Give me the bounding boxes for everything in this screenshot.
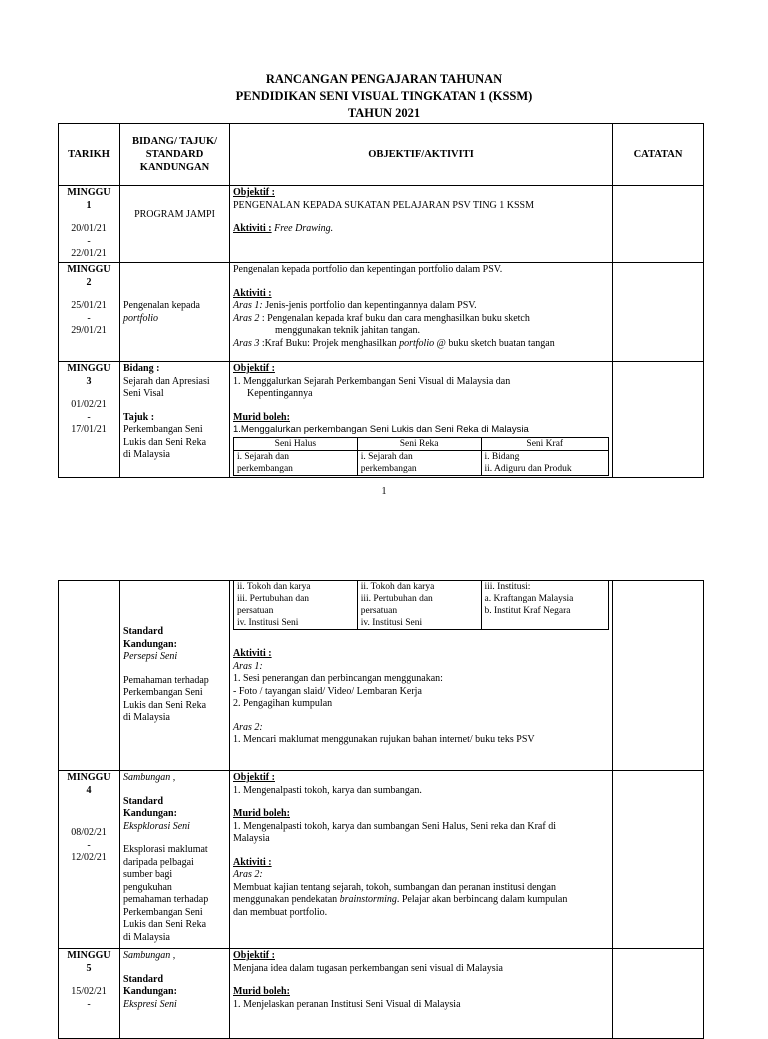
tarikh-cell [59,581,120,771]
plan-table-page-2 [58,580,704,1039]
aras-label: Aras 1: [233,660,263,672]
bidang-text-italic: portfolio [123,312,159,324]
date-dash: - [87,411,91,423]
aras-3-line [233,338,609,351]
standard-kandungan-text: pemahaman terhadap [123,894,209,905]
subtable-text: iv. Institusi Seni [237,618,299,628]
subtable-text: iii. Institusi: [484,582,531,592]
murid-text: 1. Mengenalpasti tokoh, karya dan sumbangan Seni Halus, Seni reka dan Kraf di [233,820,556,832]
standard-kandungan-text: pengukuhan [123,881,172,893]
doc-title-line-1: RANCANGAN PENGAJARAN TAHUNAN [265,72,503,86]
aktiviti-heading: Aktiviti : [233,648,272,659]
standard-kandungan-text: daripada pelbagai [123,856,194,868]
week-number: 2 [86,276,92,288]
murid-text: 1. Menjelaskan peranan Institusi Seni Visual di Malaysia [233,998,461,1010]
objektif-cell [230,949,613,1039]
aras-1-line [233,300,609,313]
standard-kandungan-title: Ekspresi Seni [123,998,177,1010]
week-label: MINGGU [67,187,111,198]
date-dash: - [87,312,91,324]
bidang-text: Seni Visal [123,388,164,399]
date-dash: - [87,839,91,851]
subtable-cell [357,450,481,475]
subtable-text: ii. Adiguru dan Produk [484,463,572,474]
standard-kandungan-heading: Standard [123,626,164,637]
aktiviti-text: menggunakan pendekatan [233,894,340,905]
aras-text: : Pengenalan kepada kraf buku dan cara menghasilkan buku sketch [259,312,530,324]
date-start: 25/01/21 [71,300,107,311]
date-end: 17/01/21 [71,424,107,435]
aras-label: Aras 2: [233,869,263,880]
seni-subtable-continued [233,581,609,631]
murid-text-cont: Malaysia [233,833,270,844]
tajuk-text: di Malaysia [123,449,170,460]
aktiviti-text: 1. Mencari maklumat menggunakan rujukan bahan internet/ buku teks PSV [233,734,535,745]
murid-text: 1.Menggalurkan perkembangan Seni Lukis dan Seni Reka di Malaysia [233,424,529,435]
standard-kandungan-text: Pemahaman terhadap [123,674,209,686]
subtable-header-seni-reka: Seni Reka [357,437,481,450]
subtable-text: perkembangan [360,463,417,474]
week-row-4 [59,771,704,949]
tarikh-cell [59,186,120,263]
aktiviti-text: Membuat kajian tentang sejarah, tokoh, sumbangan dan peranan institusi dengan [233,881,556,893]
subtable-text: i. Sejarah dan [237,451,289,462]
subtable-text: iii. Pertubuhan dan [360,594,433,604]
col-header-tarikh: TARIKH [59,124,120,186]
col-header-bidang-line: KANDUNGAN [139,162,210,173]
standard-kandungan-text: sumber bagi [123,869,173,880]
week-row-2 [59,263,704,362]
objektif-heading: Objektif : [233,772,275,783]
sambungan-label: Sambungan , [123,950,176,961]
objektif-cell [230,771,613,949]
catatan-cell [613,949,704,1039]
aras-text-italic: portfolio [399,337,435,349]
subtable-text: persatuan [360,606,398,616]
date-start: 15/02/21 [71,986,107,997]
subtable-header-seni-kraf: Seni Kraf [481,437,609,450]
aktiviti-text: dan membuat portfolio. [233,906,328,918]
aktiviti-heading: Aktiviti : [233,287,272,299]
objektif-text: 1. Menggalurkan Sejarah Perkembangan Seni Visual di Malaysia dan [233,375,511,387]
bidang-heading: Bidang : [123,363,160,374]
aras-label: Aras 1: [233,300,263,311]
intro-text: Pengenalan kepada portfolio dan kepentingan portfolio dalam PSV. [233,264,503,275]
catatan-cell [613,581,704,771]
table-header-row [59,124,704,186]
subtable-cell [481,581,609,630]
catatan-cell [613,362,704,478]
tajuk-heading: Tajuk : [123,411,155,423]
standard-kandungan-title: Ekspklorasi Seni [123,820,190,832]
objektif-heading: Objektif : [233,363,275,374]
subtable-row [234,581,609,630]
aktiviti-heading: Aktiviti : [233,856,272,868]
tarikh-cell [59,949,120,1039]
standard-kandungan-heading: Standard [123,795,164,807]
bidang-cell [120,263,230,362]
week-label: MINGGU [67,363,111,374]
murid-heading: Murid boleh: [233,808,290,819]
date-start: 01/02/21 [71,399,107,410]
standard-kandungan-text: Eksplorasi maklumat [123,844,208,855]
aktiviti-text-line [233,894,609,907]
standard-kandungan-text: Perkembangan Seni [123,906,203,918]
standard-kandungan-text: di Malaysia [123,712,170,723]
aras-label: Aras 3 [233,337,260,349]
subtable-cell [357,581,481,630]
subtable-text: b. Institut Kraf Negara [484,606,571,616]
standard-kandungan-heading: Standard [123,973,164,985]
date-end: 12/02/21 [71,852,107,863]
standard-kandungan-text: Perkembangan Seni [123,687,203,698]
objektif-cell [230,581,613,771]
aktiviti-text-italic: brainstorming [339,894,397,905]
standard-kandungan-text: Lukis dan Seni Reka [123,699,207,711]
standard-kandungan-text: di Malaysia [123,931,170,943]
bidang-text: Sejarah dan Apresiasi [123,375,210,387]
bidang-cell [120,186,230,263]
subtable-text: iii. Pertubuhan dan [237,594,310,604]
program-name: PROGRAM JAMPI [134,209,215,220]
subtable-text: i. Bidang [484,451,520,462]
date-end: 22/01/21 [71,248,107,259]
subtable-header-seni-halus: Seni Halus [234,437,358,450]
date-dash: - [87,998,91,1010]
week-number: 3 [86,375,92,387]
subtable-text: ii. Tokoh dan karya [237,582,311,592]
subtable-cell [234,581,358,630]
date-start: 20/01/21 [71,223,107,234]
doc-title-line-3: TAHUN 2021 [347,106,421,120]
sambungan-label: Sambungan , [123,772,176,783]
col-header-bidang [120,124,230,186]
week-number: 4 [86,784,92,796]
subtable-text: a. Kraftangan Malaysia [484,594,574,604]
subtable-row [234,450,609,475]
objektif-cell [230,186,613,263]
objektif-heading: Objektif : [233,187,275,198]
subtable-text: persatuan [237,606,274,616]
col-header-bidang-line: BIDANG/ TAJUK/ [131,136,218,147]
week-label: MINGGU [67,264,111,275]
col-header-catatan: CATATAN [613,124,704,186]
bidang-cell [120,949,230,1039]
subtable-text: ii. Tokoh dan karya [360,582,435,592]
date-dash: - [87,235,91,247]
aras-label: Aras 2 [233,312,260,324]
week-row-1 [59,186,704,263]
subtable-cell [234,450,358,475]
objektif-text: Menjana idea dalam tugasan perkembangan seni visual di Malaysia [233,962,503,974]
murid-heading: Murid boleh: [233,411,290,423]
aras-label: Aras 2: [233,721,263,733]
plan-table-page-1 [58,123,704,478]
aras-text: @ buku sketch buatan tangan [434,337,555,349]
objektif-text: PENGENALAN KEPADA SUKATAN PELAJARAN PSV TING 1 KSSM [233,199,535,211]
week-label: MINGGU [67,772,111,783]
standard-kandungan-text: Lukis dan Seni Reka [123,919,207,930]
week-number: 1 [86,199,92,211]
tarikh-cell [59,771,120,949]
bidang-cell [120,581,230,771]
tajuk-text: Perkembangan Seni [123,424,203,435]
bidang-cell [120,362,230,478]
aktiviti-text: Free Drawing. [274,223,334,234]
col-header-bidang-line: STANDARD [145,149,204,160]
aktiviti-line [233,223,609,236]
objektif-cell [230,263,613,362]
seni-subtable [233,437,609,476]
week-row-3 [59,362,704,478]
col-header-objektif: OBJEKTIF/AKTIVITI [230,124,613,186]
standard-kandungan-heading: Kandungan: [123,638,177,650]
aktiviti-heading: Aktiviti : [233,223,272,234]
tarikh-cell [59,362,120,478]
standard-kandungan-heading: Kandungan: [123,808,177,819]
objektif-cell [230,362,613,478]
aktiviti-text: . Pelajar akan berbincang dalam kumpulan [396,894,568,905]
aras-text: :Kraf Buku: Projek menghasilkan [259,337,400,349]
aras-text-cont: menggunakan teknik jahitan tangan. [275,325,420,336]
aras-2-line [233,313,609,326]
subtable-text: iv. Institusi Seni [360,618,423,628]
tarikh-cell [59,263,120,362]
aktiviti-text: - Foto / tayangan slaid/ Video/ Lembaran Kerja [233,685,422,697]
page-number: 1 [381,486,387,497]
objektif-text: 1. Mengenalpasti tokoh, karya dan sumbangan. [233,784,422,796]
objektif-text-cont: Kepentingannya [247,388,313,399]
standard-kandungan-heading: Kandungan: [123,986,177,997]
aras-text: Jenis-jenis portfolio dan kepentingannya dalam PSV. [262,300,477,311]
date-end: 29/01/21 [71,325,107,336]
catatan-cell [613,186,704,263]
week-row-3-continued [59,581,704,771]
tajuk-text: Lukis dan Seni Reka [123,436,207,448]
week-label: MINGGU [67,950,111,961]
subtable-header-row [234,437,609,450]
murid-heading: Murid boleh: [233,986,290,997]
bidang-cell [120,771,230,949]
week-number: 5 [86,962,92,974]
catatan-cell [613,771,704,949]
aktiviti-text: 2. Pengagihan kumpulan [233,698,333,709]
week-row-5 [59,949,704,1039]
subtable-text: i. Sejarah dan [360,451,413,462]
subtable-text: perkembangan [237,463,293,474]
doc-title-line-2: PENDIDIKAN SENI VISUAL TINGKATAN 1 (KSSM) [235,89,533,103]
subtable-cell [481,450,609,475]
date-start: 08/02/21 [71,827,107,838]
standard-kandungan-title: Persepsi Seni [123,651,178,662]
bidang-text: Pengenalan kepada [123,300,200,311]
catatan-cell [613,263,704,362]
aktiviti-text: 1. Sesi penerangan dan perbincangan menggunakan: [233,673,443,684]
objektif-heading: Objektif : [233,950,275,961]
